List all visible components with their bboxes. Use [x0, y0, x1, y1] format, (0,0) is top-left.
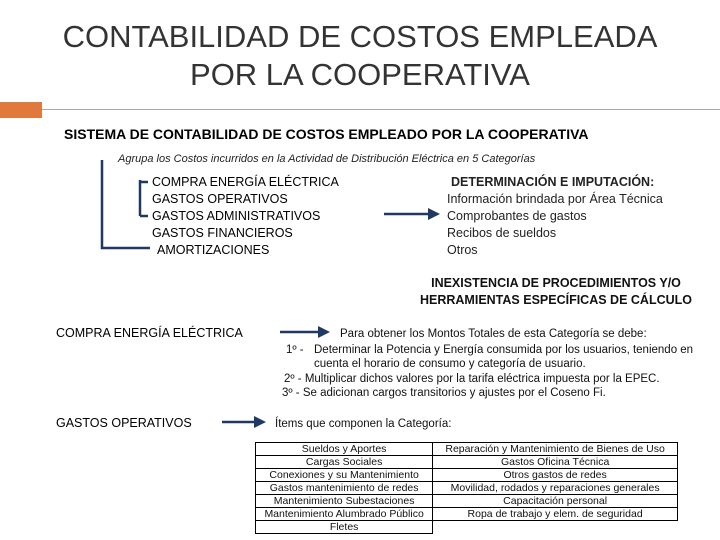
compra-label: COMPRA ENERGÍA ELÉCTRICA — [56, 326, 243, 340]
compra-step-1-number: 1º - — [286, 344, 304, 356]
table-cell: Capacitación personal — [433, 495, 678, 508]
category-item: COMPRA ENERGÍA ELÉCTRICA — [152, 175, 339, 189]
table-row — [256, 456, 678, 469]
table-cell: Mantenimiento Subestaciones — [256, 495, 433, 508]
determination-heading: DETERMINACIÓN E IMPUTACIÓN: — [451, 175, 655, 189]
compra-step-2: 2º - Multiplicar dichos valores por la tarifa eléctrica impuesta por la EPEC. — [284, 373, 660, 385]
determination-item: Otros — [447, 243, 478, 257]
gastos-label: GASTOS OPERATIVOS — [56, 416, 192, 430]
compra-intro: Para obtener los Montos Totales de esta Categoría se debe: — [340, 328, 647, 340]
compra-step-1-text: Determinar la Potencia y Energía consumida por los usuarios, teniendo en — [314, 344, 694, 356]
determination-arrow-head — [428, 208, 440, 220]
table-cell: Mantenimiento Alumbrado Público — [256, 508, 433, 521]
table-cell: Movilidad, rodados y reparaciones generales — [433, 482, 678, 495]
table-cell: Gastos Oficina Técnica — [433, 456, 678, 469]
category-item: GASTOS FINANCIEROS — [152, 226, 293, 240]
slide-title-line-2: POR LA COOPERATIVA — [190, 57, 530, 92]
items-table — [255, 442, 678, 534]
table-row — [256, 521, 678, 534]
table-cell: Otros gastos de redes — [433, 469, 678, 482]
table-cell: Fletes — [256, 521, 433, 534]
table-row — [256, 508, 678, 521]
table-row — [256, 443, 678, 456]
gastos-arrow-head — [254, 416, 266, 428]
gastos-intro: Ítems que componen la Categoría: — [275, 418, 452, 430]
determination-item: Información brindada por Área Técnica — [447, 192, 663, 206]
table-cell: Sueldos y Aportes — [256, 443, 433, 456]
inexistencia-note — [396, 275, 716, 309]
determination-block — [447, 174, 663, 259]
table-cell: Ropa de trabajo y elem. de seguridad — [433, 508, 678, 521]
section-heading: SISTEMA DE CONTABILIDAD DE COSTOS EMPLEADO POR LA COOPERATIVA — [64, 126, 589, 142]
table-cell — [433, 521, 678, 534]
table-row — [256, 495, 678, 508]
inexistencia-line: INEXISTENCIA DE PROCEDIMIENTOS Y/O — [431, 276, 681, 290]
compra-step-3: 3º - Se adicionan cargos transitorios y ajustes por el Coseno Fi. — [282, 387, 606, 399]
bracket-connector — [102, 160, 140, 248]
table-cell: Gastos mantenimiento de redes — [256, 482, 433, 495]
slide-title-line-1: CONTABILIDAD DE COSTOS EMPLEADA — [62, 19, 658, 54]
table-cell: Conexiones y su Mantenimiento — [256, 469, 433, 482]
table-row — [256, 469, 678, 482]
table-row — [256, 482, 678, 495]
category-item: GASTOS OPERATIVOS — [152, 192, 288, 206]
determination-item: Recibos de sueldos — [447, 226, 557, 240]
subheading: Agrupa los Costos incurridos en la Actividad de Distribución Eléctrica en 5 Categorías — [118, 153, 536, 165]
category-item: GASTOS ADMINISTRATIVOS — [152, 209, 321, 223]
compra-arrow-head — [318, 326, 330, 338]
inexistencia-line: HERRAMIENTAS ESPECÍFICAS DE CÁLCULO — [419, 293, 692, 307]
categories-list — [152, 174, 339, 259]
determination-item: Comprobantes de gastos — [447, 209, 587, 223]
category-item: AMORTIZACIONES — [157, 243, 270, 257]
table-cell: Reparación y Mantenimiento de Bienes de Uso — [433, 443, 678, 456]
table-cell: Cargas Sociales — [256, 456, 433, 469]
compra-step-1-continuation: cuenta el horario de consumo y categoría de usuario. — [314, 358, 586, 370]
